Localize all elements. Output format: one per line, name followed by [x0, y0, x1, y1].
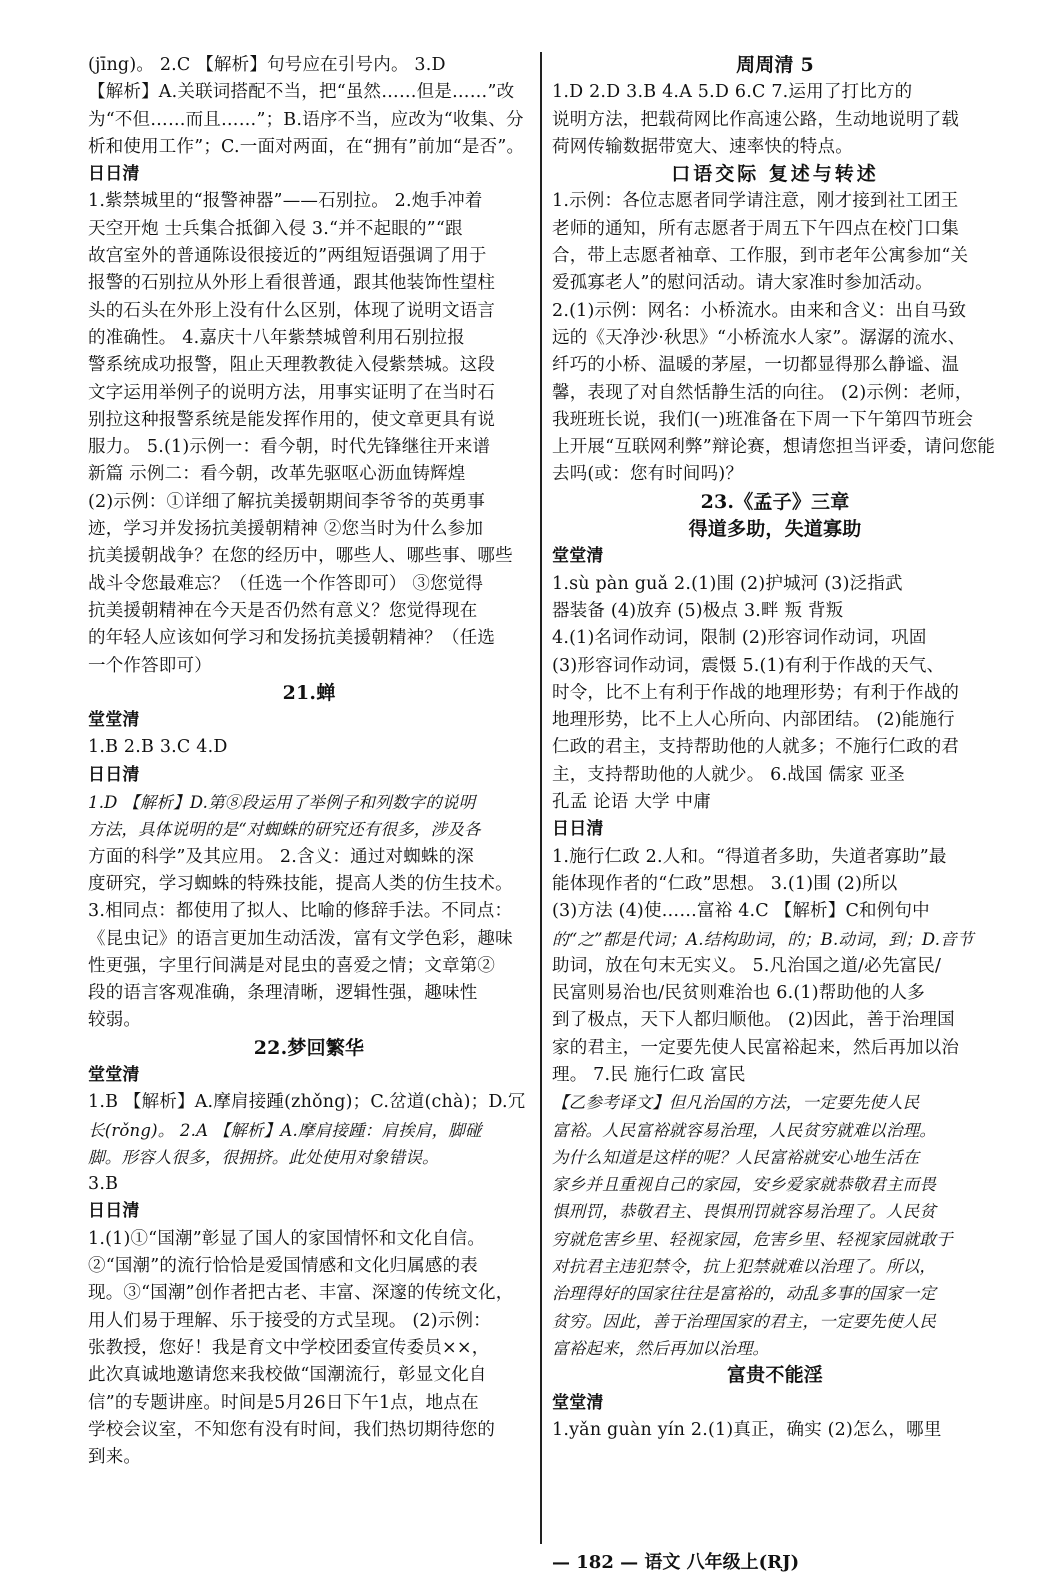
text-line: 主，支持帮助他的人就少。 6.战国 儒家 亚圣: [552, 764, 905, 785]
left-column: [88, 52, 530, 1471]
right-column: [552, 52, 998, 1444]
text-line: 能体现作者的“仁政”思想。 3.(1)围 (2)所以: [552, 873, 898, 894]
text-line: 方法，具体说明的是“对蜘蛛的研究还有很多，涉及各: [88, 820, 481, 840]
text-line: 孔孟 论语 大学 中庸: [552, 792, 711, 813]
page-footer: — 182 — 语文 八年级上(RJ): [552, 1552, 800, 1573]
section-title: 口语交际 复述与转述: [671, 163, 879, 186]
text-line: 时令，比不上有利于作战的地理形势；有利于作战的: [552, 682, 960, 703]
text-line: 故宫室外的普通陈设很接近的”两组短语强调了用于: [88, 246, 487, 267]
text-line: 性更强，字里行间满是对昆虫的喜爱之情；文章第②: [88, 955, 496, 976]
subsection-label: 堂堂清: [552, 1392, 604, 1413]
text-line: 1.D 【解析】D.第⑧段运用了举例子和列数字的说明: [88, 793, 476, 813]
section-title: 富贵不能淫: [726, 1364, 823, 1387]
text-line: 为“不但……而且……”；B.语序不当，应改为“收集、分: [88, 109, 524, 130]
text-line: 别拉这种报警系统是能发挥作用的，使文章更具有说: [88, 409, 496, 430]
text-line: 1.紫禁城里的“报警神器”——石别拉。 2.炮手冲着: [88, 191, 483, 212]
text-line: 老师的通知，所有志愿者于周五下午四点在校门口集: [552, 218, 960, 239]
text-line: 新篇 示例二：看今朝，改革先驱呕心沥血铸辉煌: [88, 464, 466, 485]
text-line: 惧刑罚，恭敬君主、畏惧刑罚就容易治理了。人民贫: [552, 1202, 937, 1222]
text-line: 报警的石别拉从外形上看很普通，跟其他装饰性望柱: [88, 273, 496, 294]
text-line: 1.B 【解析】A.摩肩接踵(zhǒng)；C.岔道(chà)；D.冗: [88, 1092, 526, 1113]
text-line: 【解析】A.关联词搭配不当，把“虽然……但是……”改: [88, 82, 515, 103]
text-line: 贫穷。因此，善于治理国家的君主，一定要先使人民: [552, 1311, 937, 1331]
text-line: 张教授，您好！我是育文中学校团委宣传委员××，: [88, 1337, 490, 1358]
text-line: 1.施行仁政 2.人和。“得道者多助，失道者寡助”最: [552, 846, 947, 867]
subsection-label: 堂堂清: [88, 1064, 140, 1085]
text-line: 上开展“互联网利弊”辩论赛，想请您担当评委，请问您能: [552, 437, 996, 458]
text-line: 的“之”都是代词；A.结构助词，的；B.动词，到；D.音节: [552, 929, 974, 949]
text-line: 抗美援朝精神在今天是否仍然有意义？您觉得现在: [88, 600, 478, 621]
text-line: 富裕。人民富裕就容易治理，人民贫穷就难以治理。: [552, 1120, 937, 1140]
text-line: (3)方法 (4)使……富裕 4.C 【解析】C和例句中: [552, 901, 930, 922]
text-line: 1.B 2.B 3.C 4.D: [88, 737, 228, 758]
column-divider: [540, 52, 542, 1544]
text-line: 穷就危害乡里、轻视家园，危害乡里、轻视家园就敢于: [552, 1229, 953, 1249]
text-line: 合，带上志愿者袖章、工作服，到市老年公寓参加“关: [552, 246, 969, 267]
text-line: 爱孤寡老人”的慰问活动。请大家准时参加活动。: [552, 273, 933, 294]
subsection-label: 日日清: [552, 819, 604, 840]
text-line: 现。③“国潮”创作者把古老、丰富、深邃的传统文化，: [88, 1283, 514, 1304]
text-line: 【乙参考译文】但凡治国的方法，一定要先使人民: [552, 1093, 920, 1113]
text-line: 服力。 5.(1)示例一：看今朝，时代先锋继往开来谱: [88, 437, 491, 458]
text-line: 2.(1)示例：网名：小桥流水。由来和含义：出自马致: [552, 300, 967, 321]
text-line: ②“国潮”的流行恰恰是爱国情感和文化归属感的表: [88, 1256, 478, 1277]
text-line: 治理得好的国家往往是富裕的，动乱多事的国家一定: [552, 1284, 937, 1304]
section-title: 22.梦回繁华: [253, 1036, 365, 1059]
text-line: 说明方法，把载荷网比作高速公路，生动地说明了载: [552, 109, 960, 130]
text-line: 仁政的君主，支持帮助他的人就多；不施行仁政的君: [552, 737, 960, 758]
text-line: 的年轻人应该如何学习和发扬抗美援朝精神？（任选: [88, 628, 496, 649]
text-line: 地理形势，比不上人心所向、内部团结。 (2)能施行: [552, 710, 955, 731]
text-line: 1.D 2.D 3.B 4.A 5.D 6.C 7.运用了打比方的: [552, 82, 913, 103]
text-line: 4.(1)名词作动词，限制 (2)形容词作动词，巩固: [552, 628, 927, 649]
text-line: 学校会议室，不知您有没有时间，我们热切期待您的: [88, 1419, 496, 1440]
text-line: 较弱。: [88, 1010, 142, 1031]
text-line: 民富则易治也/民贫则难治也 6.(1)帮助他的人多: [552, 983, 925, 1004]
text-line: 馨，表现了对自然恬静生活的向往。 (2)示例：老师，: [552, 382, 973, 403]
text-line: 到来。: [88, 1447, 142, 1468]
text-line: 方面的科学”及其应用。 2.含义：通过对蜘蛛的深: [88, 846, 475, 867]
subsection-label: 日日清: [88, 1201, 140, 1222]
text-line: 富裕起来，然后再加以治理。: [552, 1338, 770, 1358]
text-line: 《昆虫记》的语言更加生动活泼，富有文学色彩，趣味: [88, 928, 513, 949]
text-line: 器装备 (4)放弃 (5)极点 3.畔 叛 背叛: [552, 600, 844, 621]
text-line: (3)形容词作动词，震慑 5.(1)有利于作战的天气、: [552, 655, 945, 676]
subsection-label: 堂堂清: [88, 710, 140, 731]
text-line: 远的《天净沙·秋思》“小桥流水人家”。潺潺的流水、: [552, 327, 966, 348]
text-line: 长(rǒng)。 2.A 【解析】A.摩肩接踵：肩挨肩，脚碰: [88, 1120, 482, 1140]
subsection-label: 日日清: [88, 164, 140, 185]
text-line: 此次真诚地邀请您来我校做“国潮流行，彰显文化自: [88, 1365, 487, 1386]
text-line: 荷网传输数据带宽大、速率快的特点。: [552, 136, 853, 157]
section-title: 得道多助，失道寡助: [688, 518, 862, 541]
text-line: 析和使用工作”；C.一面对两面，在“拥有”前加“是否”。: [88, 136, 525, 157]
text-line: 段的语言客观准确，条理清晰，逻辑性强，趣味性: [88, 983, 478, 1004]
text-line: 文字运用举例子的说明方法，用事实证明了在当时石: [88, 382, 496, 403]
text-line: 我班班长说，我们(一)班准备在下周一下午第四节班会: [552, 409, 974, 430]
text-line: 天空开炮 士兵集合抵御入侵 3.“并不起眼的”“跟: [88, 218, 463, 239]
text-line: 度研究，学习蜘蛛的特殊技能，提高人类的仿生技术。: [88, 873, 513, 894]
section-title: 21.蝉: [282, 681, 336, 704]
text-line: 一个作答即可）: [88, 655, 212, 676]
text-line: 脚。形容人很多，很拥挤。此处使用对象错误。: [88, 1147, 439, 1167]
text-line: 战斗令您最难忘？（任选一个作答即可） ③您觉得: [88, 573, 484, 594]
text-line: 去吗(或：您有时间吗)？: [552, 464, 744, 485]
text-line: 纤巧的小桥、温暖的茅屋，一切都显得那么静谧、温: [552, 355, 960, 376]
text-line: 用人们易于理解、乐于接受的方式呈现。 (2)示例：: [88, 1310, 491, 1331]
text-line: 头的石头在外形上没有什么区别，体现了说明文语言: [88, 300, 496, 321]
section-title: 23.《孟子》三章: [700, 490, 850, 513]
text-line: 迹，学习并发扬抗美援朝精神 ②您当时为什么参加: [88, 519, 484, 540]
text-line: 对抗君主违犯禁令，抗上犯禁就难以治理了。所以，: [552, 1257, 937, 1277]
text-line: 警系统成功报警，阻止天理教教徒入侵紫禁城。这段: [88, 355, 496, 376]
subsection-label: 堂堂清: [552, 546, 604, 567]
text-line: 1.示例：各位志愿者同学请注意，刚才接到社工团王: [552, 191, 959, 212]
text-line: 1.yǎn guàn yín 2.(1)真正，确实 (2)怎么，哪里: [552, 1419, 942, 1440]
text-line: 到了极点，天下人都归顺他。 (2)因此，善于治理国: [552, 1010, 955, 1031]
text-line: (2)示例：①详细了解抗美援朝期间李爷爷的英勇事: [88, 491, 486, 512]
text-line: 的准确性。 4.嘉庆十八年紫禁城曾利用石别拉报: [88, 327, 465, 348]
text-line: 家的君主，一定要先使人民富裕起来，然后再加以治: [552, 1037, 960, 1058]
text-line: 1.(1)①“国潮”彰显了国人的家国情怀和文化自信。: [88, 1228, 486, 1249]
text-line: 抗美援朝战争？在您的经历中，哪些人、哪些事、哪些: [88, 546, 513, 567]
text-line: 为什么知道是这样的呢？人民富裕就安心地生活在: [552, 1147, 920, 1167]
text-line: 理。 7.民 施行仁政 富民: [552, 1064, 746, 1085]
text-line: 信”的专题讲座。时间是5月26日下午1点，地点在: [88, 1392, 479, 1413]
section-title: 周周清 5: [736, 54, 814, 76]
subsection-label: 日日清: [88, 764, 140, 785]
text-line: (jīng)。 2.C 【解析】句号应在引号内。 3.D: [88, 55, 446, 75]
text-line: 1.sù pàn guǎ 2.(1)围 (2)护城河 (3)泛指武: [552, 573, 903, 594]
text-line: 家乡并且重视自己的家园，安乡爱家就恭敬君主而畏: [552, 1175, 937, 1195]
text-line: 3.B: [88, 1174, 119, 1195]
text-line: 3.相同点：都使用了拟人、比喻的修辞手法。不同点：: [88, 901, 513, 922]
text-line: 助词，放在句末无实义。 5.凡治国之道/必先富民/: [552, 955, 942, 976]
